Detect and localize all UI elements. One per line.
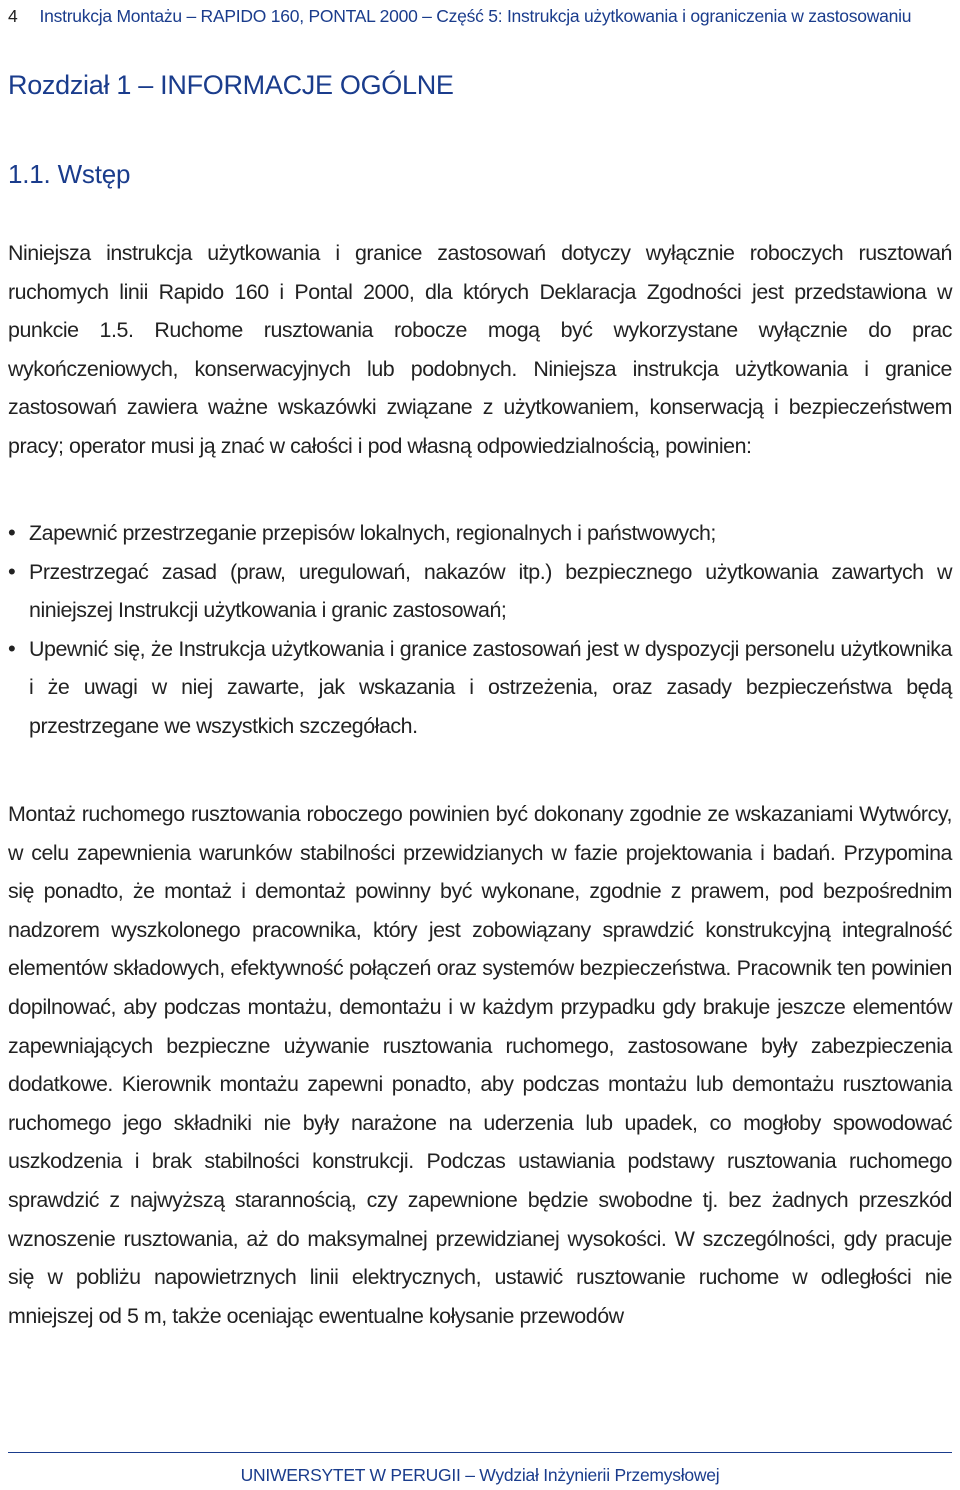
bullet-icon: • (8, 520, 16, 545)
list-item-text: Zapewnić przestrzeganie przepisów lokalnych, regionalnych i państwowych; (29, 521, 716, 545)
list-item (8, 630, 952, 746)
bullet-icon: • (8, 635, 16, 661)
list-item (8, 553, 952, 630)
bullet-icon: • (8, 558, 16, 584)
section-title: 1.1. Wstęp (8, 159, 131, 189)
intro-paragraph: Niniejsza instrukcja użytkowania i granice zastosowań dotyczy wyłącznie roboczych rusztowań ruchomych linii Rapido 160 i Pontal 2000, dla których Deklaracja Zgodności jest przedstawiona w punkcie 1.5. Ruchome rusztowania robocze mogą być wykorzystane wyłącznie do prac wykończeniowych, konserwacyjnych lub podobnych. Niniejsza instrukcja użytkowania i granice zastosowań zawiera ważne wskazówki związane z użytkowaniem, konserwacją i bezpieczeństwem pracy; operator musi ją znać w całości i pod własną odpowiedzialnością, powinien: (8, 241, 952, 458)
obligations-list (8, 514, 952, 746)
page-number: 4 (8, 6, 18, 26)
list-item (8, 514, 952, 553)
assembly-paragraph: Montaż ruchomego rusztowania roboczego powinien być dokonany zgodnie ze wskazaniami Wytwórcy, w celu zapewnienia warunków stabilności przewidzianych w fazie projektowania i badań. Przypomina się ponadto, że montaż i demontaż powinny być wykonane, zgodnie z prawem, pod bezpośrednim nadzorem wyszkolonego pracownika, który jest zobowiązany sprawdzić konstrukcyjną integralność elementów składowych, efektywność połączeń oraz systemów bezpieczeństwa. Pracownik ten powinien dopilnować, aby podczas montażu, demontażu i w każdym przypadku gdy brakuje jeszcze elementów zapewniających bezpieczne używanie rusztowania ruchomego, zastosowane były zabezpieczenia dodatkowe. Kierownik montażu zapewni ponadto, aby podczas montażu lub demontażu rusztowania ruchomego jego składniki nie były narażone na uderzenia lub upadek, co mogłoby spowodować uszkodzenia i brak stabilności konstrukcji. Podczas ustawiania podstawy rusztowania ruchomego sprawdzić z najwyższą starannością, czy zapewnione będzie swobodne tj. bez żadnych przeszkód wznoszenie rusztowania, aż do maksymalnej przewidzianej wysokości. W szczególności, gdy pracuje się w pobliżu napowietrznych linii elektrycznych, ustawić rusztowanie ruchome w odległości nie mniejszej od 5 m, także oceniając ewentualne kołysanie przewodów (8, 802, 952, 1328)
running-title: Instrukcja Montażu – RAPIDO 160, PONTAL 2000 – Część 5: Instrukcja użytkowania i ograniczenia w zastosowaniu (39, 6, 912, 26)
running-header (8, 4, 956, 28)
footer-divider (8, 1452, 952, 1453)
chapter-title: Rozdział 1 – INFORMACJE OGÓLNE (8, 70, 454, 100)
list-item-text: Przestrzegać zasad (praw, uregulowań, nakazów itp.) bezpiecznego użytkowania zawartych w niniejszej Instrukcji użytkowania i granic zastosowań; (29, 559, 952, 623)
list-item-text: Upewnić się, że Instrukcja użytkowania i granice zastosowań jest w dyspozycji personelu użytkownika i że uwagi w niej zawarte, jak wskazania i ostrzeżenia, oraz zasady bezpieczeństwa będą przestrzegane we wszystkich szczegółach. (29, 636, 952, 738)
footer-text: UNIWERSYTET W PERUGII – Wydział Inżynierii Przemysłowej (240, 1465, 720, 1485)
